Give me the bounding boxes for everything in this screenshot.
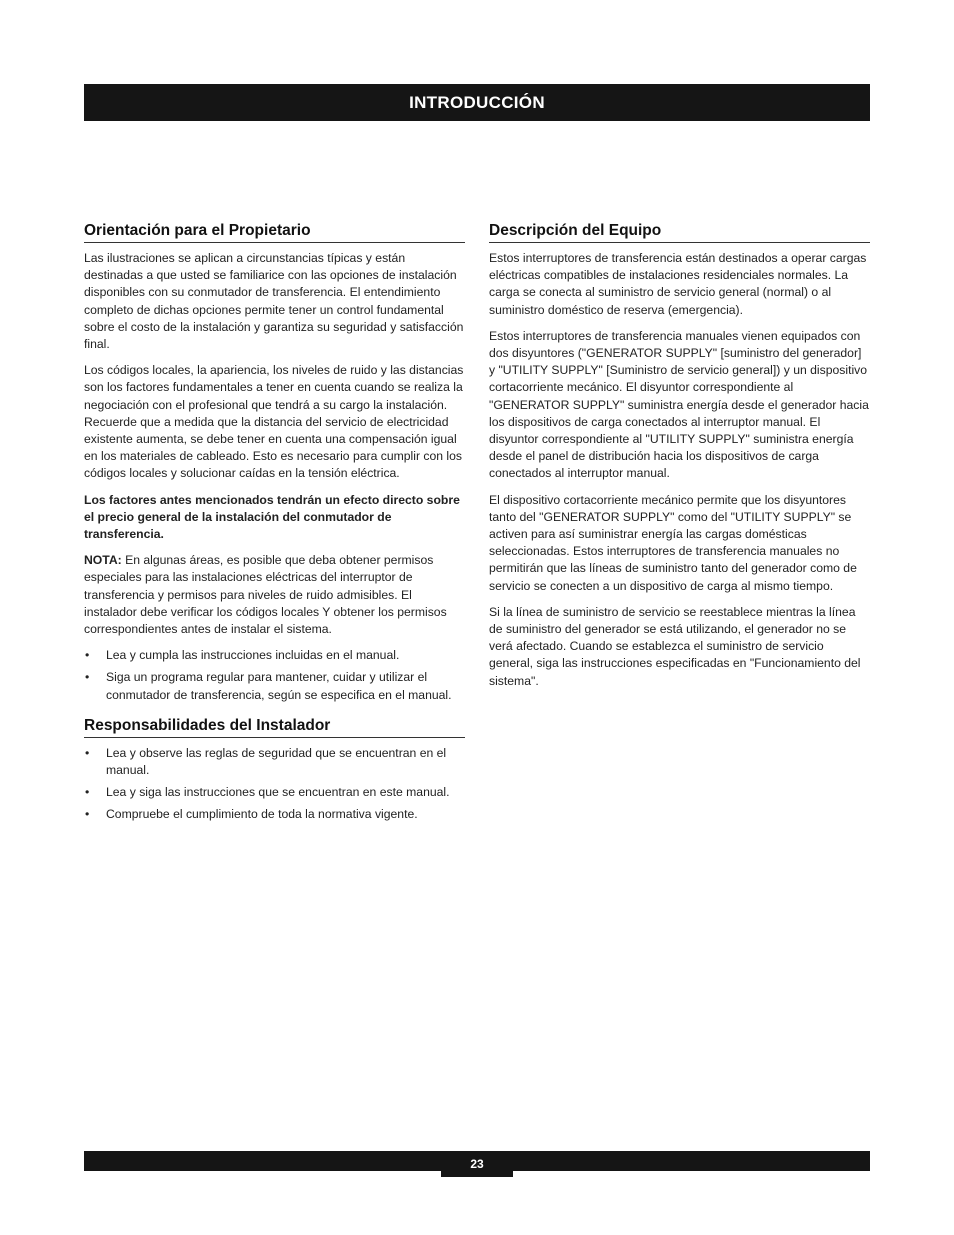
paragraph: El dispositivo cortacorriente mecánico permite que los disyuntores tanto del "GENERATOR SUPPLY" como del "UTILITY SUPPLY" se activen para así suministrar energía las cargas domésticas seleccionadas. Estos interruptores de transferencia manuales no permitirán que las líneas de suministro tanto del generador como de servicio se conecten a un dispositivo de carga al mismo tiempo.: [489, 492, 857, 593]
bullet-icon: •: [85, 785, 90, 800]
paragraph: Estos interruptores de transferencia están destinados a operar cargas eléctricas compatibles de instalaciones residenciales normales. La carga se conecta al suministro de servicio general (normal) o al suministro doméstico de reserva (emergencia).: [489, 251, 867, 317]
left-column: [84, 221, 465, 832]
list-item: [84, 647, 465, 664]
paragraph: Los códigos locales, la apariencia, los niveles de ruido y las distancias son los factores fundamentales a tener en cuenta cuando se realiza la negociación con el profesional que tendrá a su cargo la instalación. Recuerde que a medida que la distancia del servicio de electricidad existente aumenta, se debe tener en cuenta una compensación igual en los materiales de cableado. Esto es necesario para cumplir con los códigos locales y solucionar caídas en la tensión eléctrica.: [84, 363, 464, 481]
note-text: En algunas áreas, es posible que deba obtener permisos especiales para las instalaciones eléctricas del interruptor de transferencia y permisos para niveles de ruido admisibles. El instalador debe verificar los códigos locales Y obtener los permisos correspondientes antes de instalar el sistema.: [84, 553, 447, 637]
list-item-text: Compruebe el cumplimiento de toda la normativa vigente.: [106, 807, 418, 822]
installer-responsibilities-heading: Responsabilidades del Instalador: [84, 716, 465, 738]
installer-bullet-list: [84, 745, 465, 824]
section-header-bar: [84, 84, 870, 121]
paragraph: Si la línea de suministro de servicio se reestablece mientras la línea de suministro del generador se está utilizando, el generador no se verá afectado. Cuando se establezca el suministro de servicio general, siga las instrucciones especificadas en "Funcionamiento del sistema".: [489, 604, 861, 688]
list-item: [84, 669, 465, 703]
list-item-text: Lea y cumpla las instrucciones incluidas en el manual.: [106, 648, 400, 663]
bullet-icon: •: [85, 648, 90, 663]
bullet-icon: •: [85, 670, 90, 685]
bold-paragraph: Los factores antes mencionados tendrán un efecto directo sobre el precio general de la instalación del conmutador de transferencia.: [84, 492, 460, 542]
paragraph: Estos interruptores de transferencia manuales vienen equipados con dos disyuntores ("GENERATOR SUPPLY" [suministro del generador] y "UTILITY SUPPLY" [Suministro de servicio general]) y un dispositivo cortacorriente mecánico. El disyuntor correspondiente al "GENERATOR SUPPLY" suministra energía desde el generador hacia los dispositivos de carga conectados al interruptor manual. El disyuntor correspondiente al "UTILITY SUPPLY" suministra energía desde el panel de distribución hacia los dispositivos de carga conectados al interruptor manual.: [489, 328, 869, 481]
list-item-text: Lea y observe las reglas de seguridad que se encuentran en el manual.: [106, 745, 447, 778]
owner-orientation-heading: Orientación para el Propietario: [84, 221, 465, 243]
note-label: NOTA:: [84, 553, 122, 568]
page-number-tab: [441, 1151, 513, 1177]
owner-bullet-list: [84, 647, 465, 704]
right-column: [489, 221, 870, 699]
note-paragraph: [84, 552, 465, 638]
bullet-icon: •: [85, 745, 90, 760]
list-item: [84, 806, 465, 823]
paragraph: Las ilustraciones se aplican a circunstancias típicas y están destinadas a que usted se familiarice con las opciones de instalación disponibles con su conmutador de transferencia. El entendimiento completo de dichas opciones permite tener un control fundamental sobre el costo de la instalación y garantiza su seguridad y satisfacción final.: [84, 251, 464, 352]
list-item-text: Lea y siga las instrucciones que se encuentran en este manual.: [106, 785, 450, 800]
list-item: [84, 745, 465, 779]
list-item: [84, 784, 465, 801]
bullet-icon: •: [85, 807, 90, 822]
section-title: INTRODUCCIÓN: [409, 92, 545, 112]
equipment-description-heading: Descripción del Equipo: [489, 221, 870, 243]
list-item-text: Siga un programa regular para mantener, cuidar y utilizar el conmutador de transferencia, según se especifica en el manual.: [106, 670, 452, 702]
page-number: 23: [470, 1157, 484, 1171]
